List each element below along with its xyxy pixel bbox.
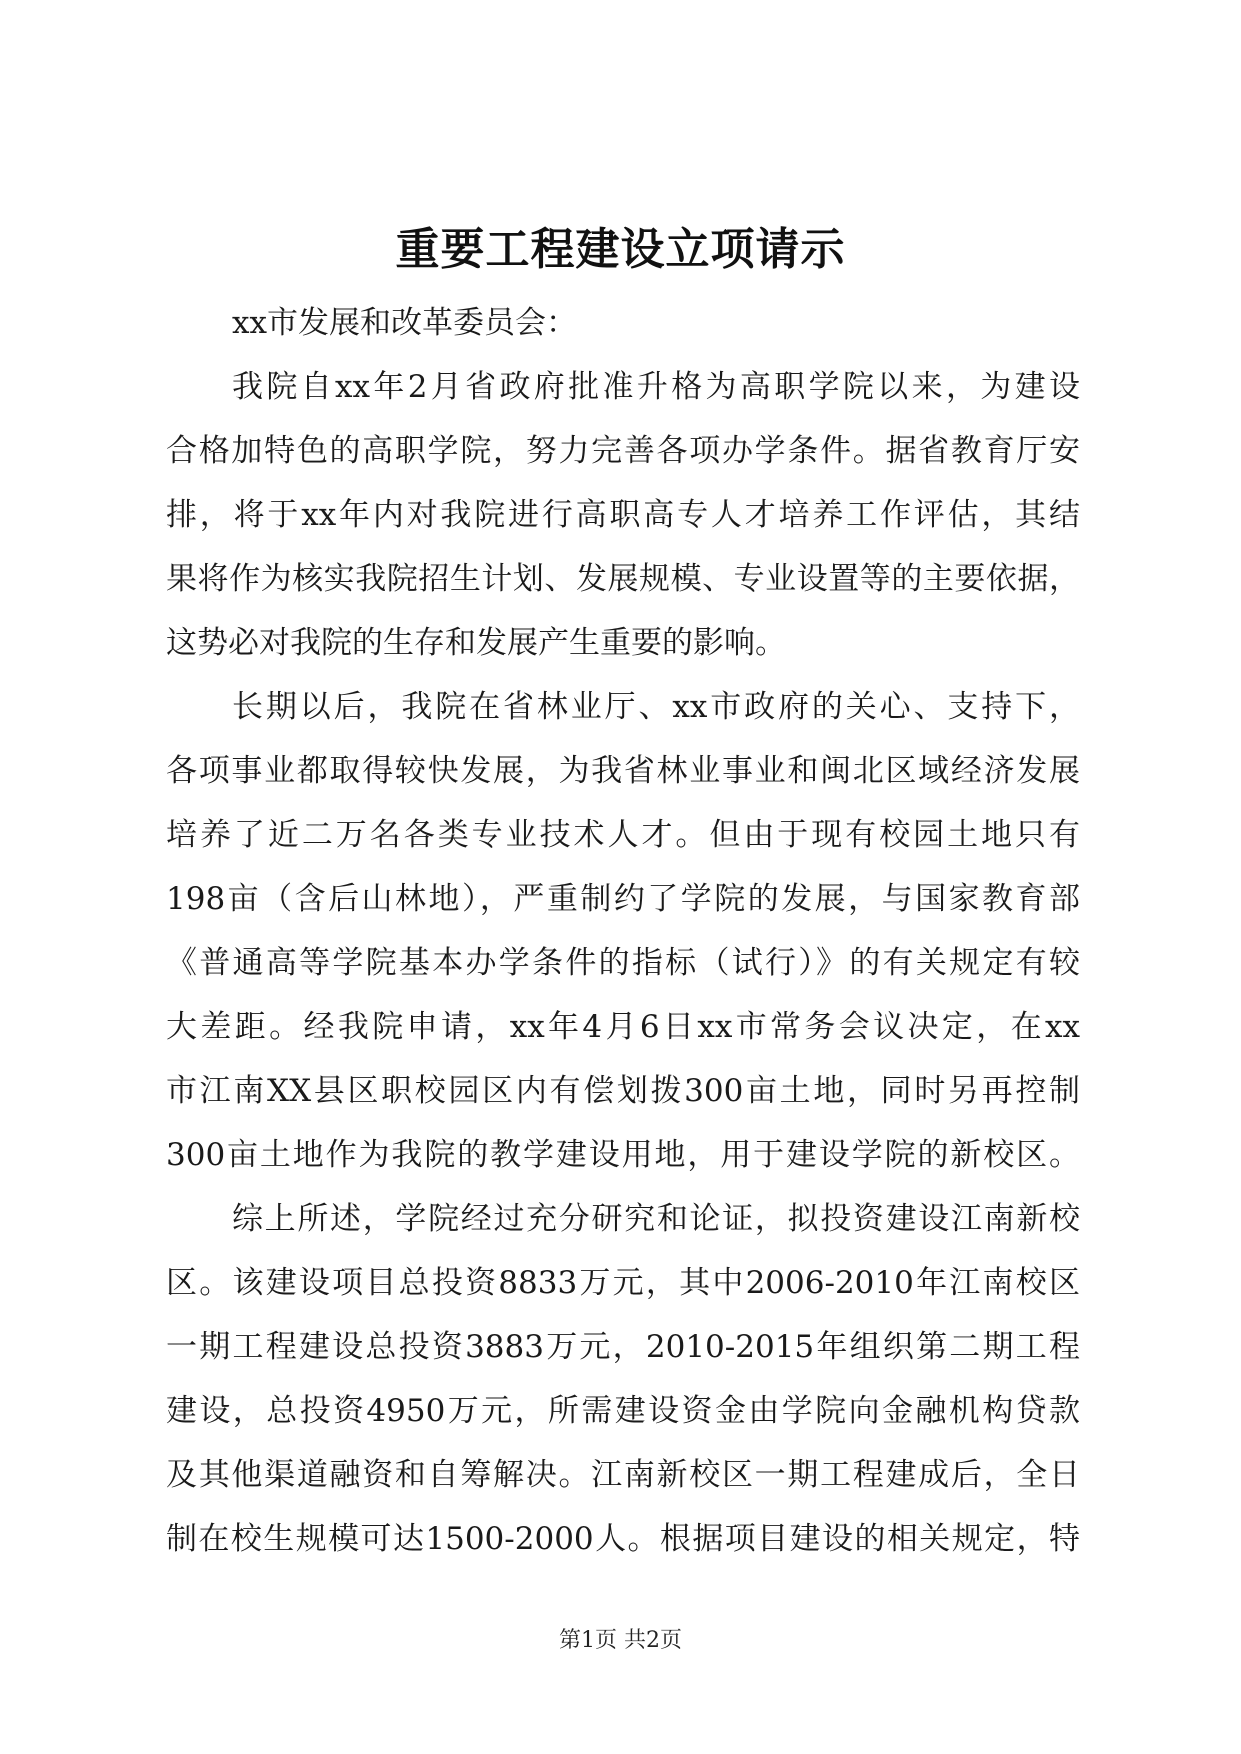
paragraph-3-line-1: 综上所述，学院经过充分研究和论证，拟投资建设江南新校 <box>232 1201 1080 1237</box>
paragraph-2-line-2: 各项事业都取得较快发展，为我省林业事业和闽北区域经济发展 <box>166 753 1080 789</box>
paragraph-2-line-3: 培养了近二万名各类专业技术人才。但由于现有校园土地只有 <box>166 817 1080 853</box>
document-body <box>166 291 1080 1571</box>
paragraph-2-line-6: 大差距。经我院申请，xx年4月6日xx市常务会议决定，在xx <box>166 1009 1080 1045</box>
paragraph-3-line-5: 及其他渠道融资和自筹解决。江南新校区一期工程建成后，全日 <box>166 1457 1080 1493</box>
paragraph-2-line-7: 市江南XX县区职校园区内有偿划拨300亩土地，同时另再控制 <box>166 1073 1080 1109</box>
salutation: xx市发展和改革委员会： <box>232 305 577 341</box>
document-title: 重要工程建设立项请示 <box>395 224 846 275</box>
paragraph-3-line-6: 制在校生规模可达1500-2000人。根据项目建设的相关规定，特 <box>166 1521 1080 1557</box>
paragraph-1-line-5: 这势必对我院的生存和发展产生重要的影响。 <box>166 625 786 661</box>
paragraph-2-line-1: 长期以后，我院在省林业厅、xx市政府的关心、支持下， <box>232 689 1080 725</box>
paragraph-3-line-3: 一期工程建设总投资3883万元，2010-2015年组织第二期工程 <box>166 1329 1080 1365</box>
paragraph-2-line-8: 300亩土地作为我院的教学建设用地，用于建设学院的新校区。 <box>166 1137 1080 1173</box>
paragraph-2-line-5: 《普通高等学院基本办学条件的指标（试行）》的有关规定有较 <box>166 945 1080 981</box>
paragraph-1-line-4: 果将作为核实我院招生计划、发展规模、专业设置等的主要依据， <box>166 561 1080 597</box>
paragraph-2-line-4: 198亩（含后山林地），严重制约了学院的发展，与国家教育部 <box>166 881 1080 917</box>
page-number-footer: 第1页 共2页 <box>559 1628 682 1653</box>
paragraph-3-line-4: 建设，总投资4950万元，所需建设资金由学院向金融机构贷款 <box>166 1393 1080 1429</box>
paragraph-3-line-2: 区。该建设项目总投资8833万元，其中2006-2010年江南校区 <box>166 1265 1080 1301</box>
paragraph-1-line-2: 合格加特色的高职学院，努力完善各项办学条件。据省教育厅安 <box>166 433 1080 469</box>
paragraph-1-line-3: 排，将于xx年内对我院进行高职高专人才培养工作评估，其结 <box>166 497 1080 533</box>
paragraph-1-line-1: 我院自xx年2月省政府批准升格为高职学院以来，为建设 <box>232 369 1080 405</box>
